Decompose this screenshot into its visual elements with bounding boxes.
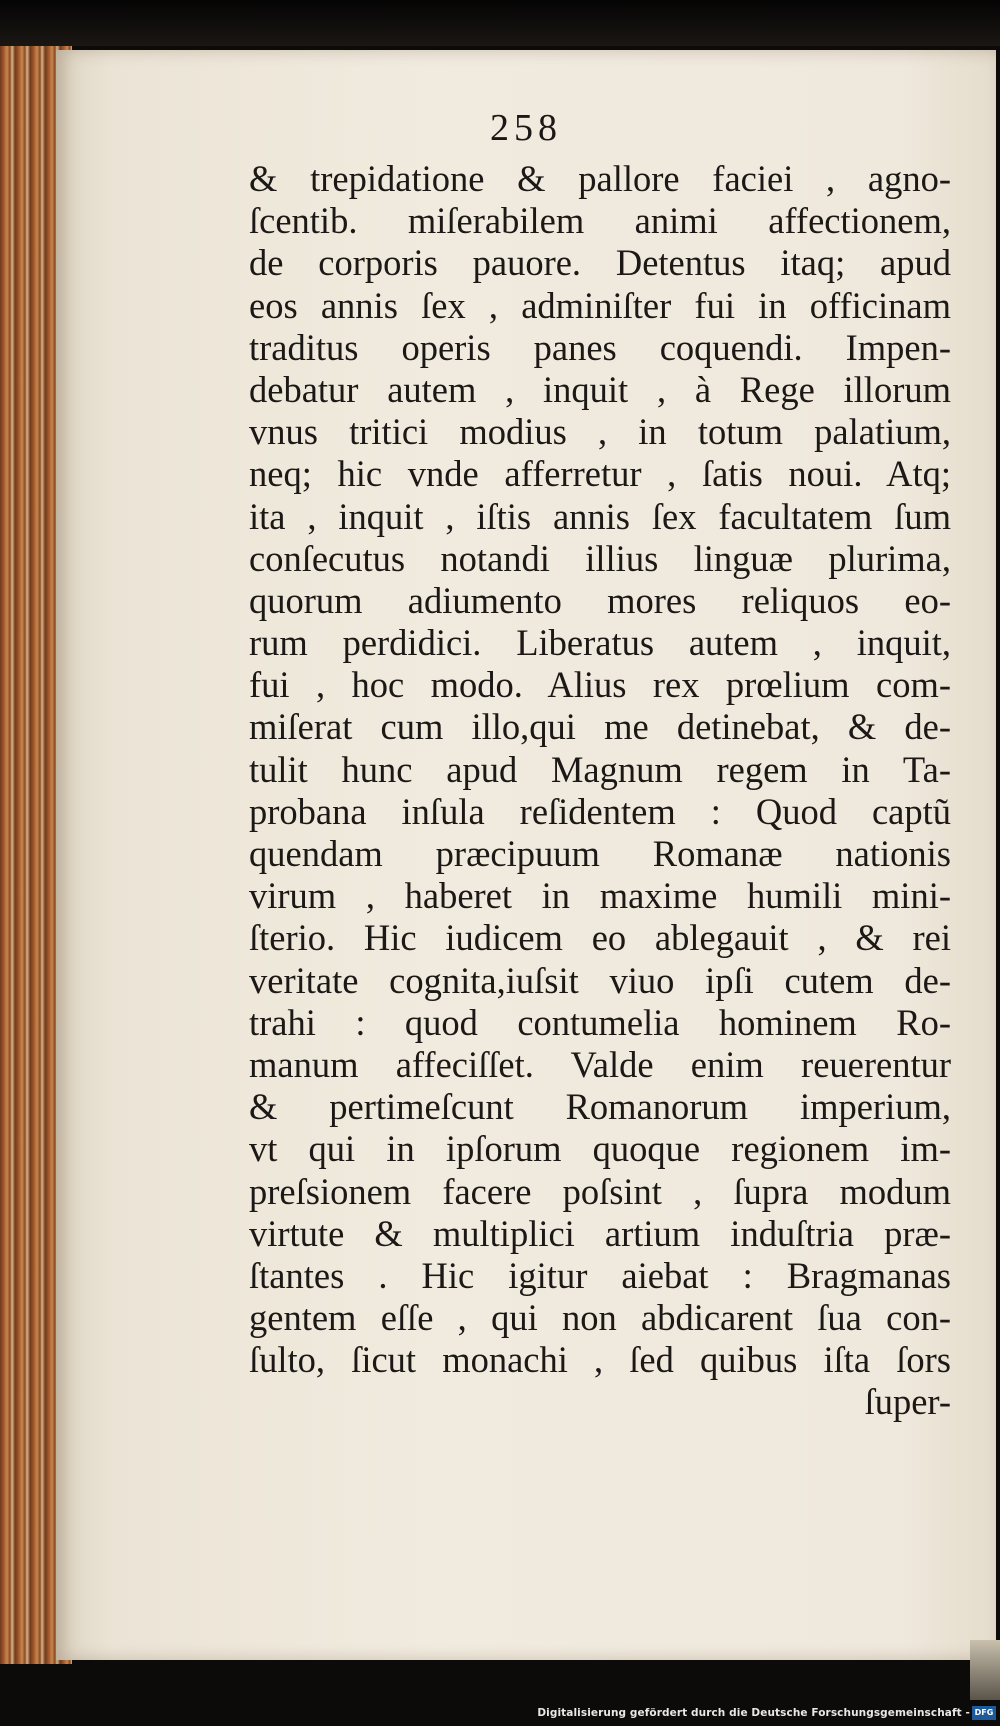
text-line: veritate cognita,iuſsit viuo ipſi cutem de- xyxy=(249,959,951,1001)
text-line: ſcentib. miſerabilem animi affectionem, xyxy=(249,200,951,242)
text-line: probana inſula reſidentem : Quod captũ xyxy=(249,790,951,832)
page-corner xyxy=(970,1640,1000,1700)
text-line: ſuper- xyxy=(864,1381,951,1423)
text-line: preſsionem facere poſsint , ſupra modum xyxy=(249,1170,951,1212)
text-line: eos annis ſex , adminiſter fui in officinam xyxy=(249,284,951,326)
text-line: neq; hic vnde afferretur , ſatis noui. Atq; xyxy=(249,453,951,495)
text-line: & trepidatione & pallore faciei , agno- xyxy=(249,158,951,199)
text-line: de corporis pauore. Detentus itaq; apud xyxy=(249,242,951,284)
text-line: ita , inquit , iſtis annis ſex facultatem ſum xyxy=(249,495,951,537)
body-text xyxy=(249,158,951,1424)
text-line: traditus operis panes coquendi. Impen- xyxy=(249,326,951,368)
book-page xyxy=(56,50,996,1660)
text-line: debatur autem , inquit , à Rege illorum xyxy=(249,368,951,410)
page-number: 258 xyxy=(490,107,562,149)
scan-top-border xyxy=(0,0,1000,46)
text-line: fui , hoc modo. Alius rex prœlium com- xyxy=(249,664,951,706)
text-line: ſterio. Hic iudicem eo ablegauit , & rei xyxy=(249,917,951,959)
text-line: vnus tritici modius , in totum palatium, xyxy=(249,411,951,453)
text-line: miſerat cum illo,qui me detinebat, & de- xyxy=(249,706,951,748)
text-line: manum affeciſſet. Valde enim reuerentur xyxy=(249,1043,951,1085)
text-line: tulit hunc apud Magnum regem in Ta- xyxy=(249,748,951,790)
digitization-credit: Digitalisierung gefördert durch die Deutsche Forschungsgemeinschaft - xyxy=(537,1707,970,1719)
text-line: vt qui in ipſorum quoque regionem im- xyxy=(249,1128,951,1170)
text-line: & pertimeſcunt Romanorum imperium, xyxy=(249,1086,951,1128)
text-line: quendam præcipuum Romanæ nationis xyxy=(249,833,951,874)
dfg-logo: DFG xyxy=(972,1706,996,1720)
text-line: ſtantes . Hic igitur aiebat : Bragmanas xyxy=(249,1254,951,1296)
text-line: ſulto, ſicut monachi , ſed quibus iſta ſors xyxy=(249,1339,951,1381)
text-line: rum perdidici. Liberatus autem , inquit, xyxy=(249,622,951,664)
text-line: virum , haberet in maxime humili mini- xyxy=(249,875,951,917)
text-line: conſecutus notandi illius linguæ plurima, xyxy=(249,537,951,579)
text-line: gentem eſſe , qui non abdicarent ſua con- xyxy=(249,1297,951,1339)
text-line: quorum adiumento mores reliquos eo- xyxy=(249,579,951,621)
text-line: virtute & multiplici artium induſtria præ- xyxy=(249,1212,951,1254)
text-line: trahi : quod contumelia hominem Ro- xyxy=(249,1001,951,1043)
